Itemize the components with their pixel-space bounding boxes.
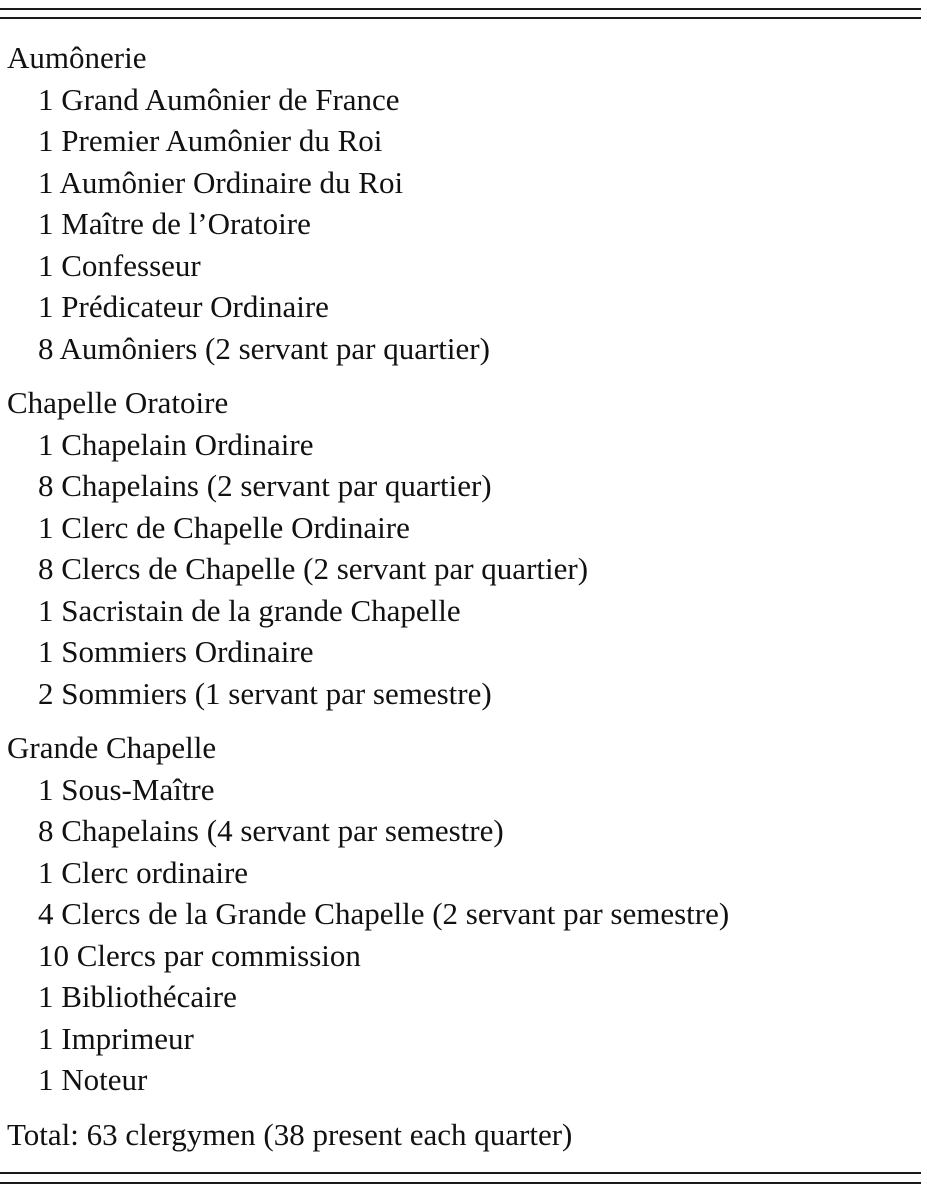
list-item: 1 Clerc ordinaire bbox=[38, 854, 249, 890]
list-item: 1 Clerc de Chapelle Ordinaire bbox=[38, 509, 410, 545]
list-item: 1 Confesseur bbox=[38, 247, 201, 283]
top-rule-lower bbox=[0, 17, 921, 19]
list-item: 1 Grand Aumônier de France bbox=[38, 81, 400, 117]
list-item: 1 Sommiers Ordinaire bbox=[38, 634, 314, 669]
list-item: 4 Clercs de la Grande Chapelle (2 servant par semestre) bbox=[38, 896, 730, 931]
section-title: Chapelle Oratoire bbox=[7, 385, 229, 420]
list-item: 1 Maître de l’Oratoire bbox=[38, 206, 311, 241]
bottom-rule-upper bbox=[0, 1172, 921, 1174]
list-item: 1 Noteur bbox=[38, 1062, 148, 1097]
list-item: 8 Chapelains (4 servant par semestre) bbox=[38, 813, 504, 848]
clergy-table bbox=[7, 37, 919, 1155]
list-item: 1 Chapelain Ordinaire bbox=[38, 426, 314, 462]
list-item: 2 Sommiers (1 servant par semestre) bbox=[38, 675, 492, 711]
list-item: 8 Aumôniers (2 servant par quartier) bbox=[38, 330, 490, 366]
list-item: 1 Prédicateur Ordinaire bbox=[38, 289, 329, 324]
list-item: 1 Aumônier Ordinaire du Roi bbox=[38, 164, 404, 200]
list-item: 1 Sous-Maître bbox=[38, 771, 215, 807]
bottom-rule-lower bbox=[0, 1182, 921, 1184]
top-rule-upper bbox=[0, 8, 921, 10]
section-title: Aumônerie bbox=[7, 40, 147, 75]
list-item: 1 Bibliothécaire bbox=[38, 979, 237, 1014]
list-item: 10 Clercs par commission bbox=[38, 937, 361, 973]
section-aumonerie bbox=[7, 37, 919, 369]
list-item: 8 Chapelains (2 servant par quartier) bbox=[38, 468, 492, 503]
section-title: Grande Chapelle bbox=[7, 730, 217, 765]
list-item: 1 Imprimeur bbox=[38, 1020, 194, 1056]
list-item: 1 Sacristain de la grande Chapelle bbox=[38, 592, 461, 628]
list-item: 1 Premier Aumônier du Roi bbox=[38, 123, 383, 158]
section-grande-chapelle bbox=[7, 727, 919, 1101]
total-summary: Total: 63 clergymen (38 present each quarter) bbox=[7, 1116, 573, 1152]
section-chapelle-oratoire bbox=[7, 382, 919, 714]
list-item: 8 Clercs de Chapelle (2 servant par quartier) bbox=[38, 551, 589, 586]
